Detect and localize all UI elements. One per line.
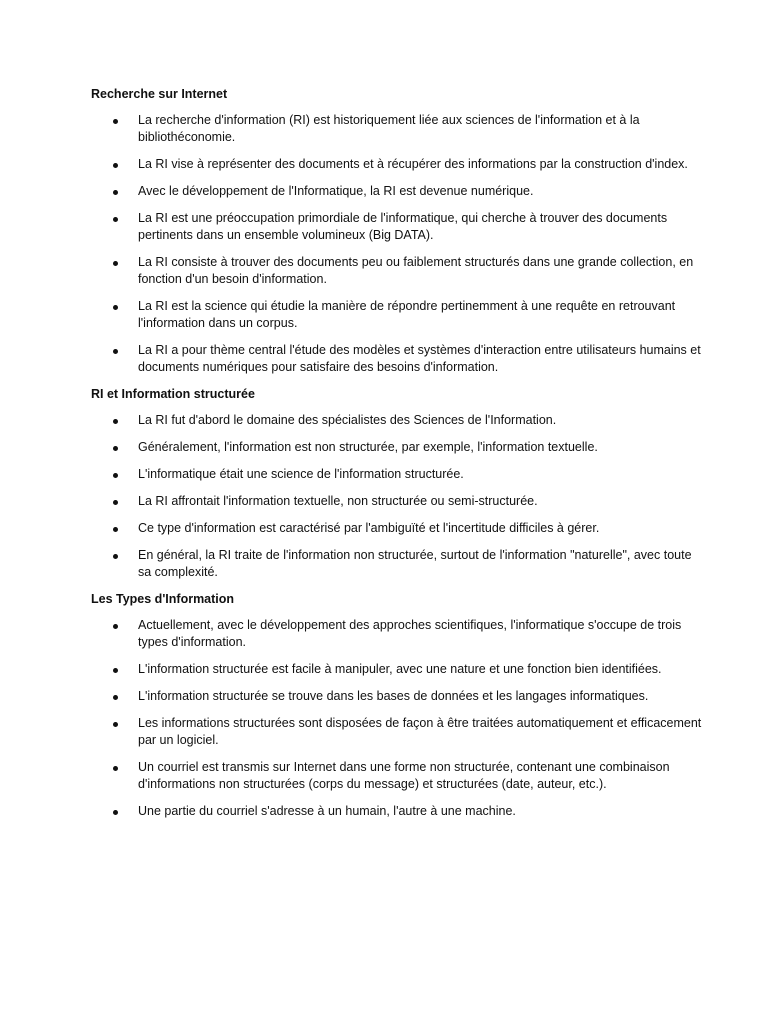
list-item <box>91 254 708 288</box>
list-item-text: Ce type d'information est caractérisé par l'ambiguïté et l'incertitude difficiles à gérer. <box>138 521 600 535</box>
list-item <box>91 803 708 820</box>
list-item <box>91 210 708 244</box>
list-item <box>91 715 708 749</box>
list-item <box>91 688 708 705</box>
list-item-text: Un courriel est transmis sur Internet dans une forme non structurée, contenant une combinaison d'informations non structurées (corps du message) et structurées (date, auteur, etc.). <box>138 760 670 791</box>
bullet-icon <box>113 766 118 771</box>
list-item-text: Actuellement, avec le développement des approches scientifiques, l'informatique s'occupe de trois types d'information. <box>138 618 682 649</box>
list-item-text: La RI fut d'abord le domaine des spécialistes des Sciences de l'Information. <box>138 413 557 427</box>
bullet-list <box>91 412 708 581</box>
list-item-text: L'informatique était une science de l'information structurée. <box>138 467 464 481</box>
list-item-text: La RI est une préoccupation primordiale de l'informatique, qui cherche à trouver des documents pertinents dans un ensemble volumineux (Big DATA). <box>138 211 668 242</box>
list-item <box>91 493 708 510</box>
section-heading: Les Types d'Information <box>91 592 235 606</box>
bullet-icon <box>113 190 118 195</box>
bullet-icon <box>113 261 118 266</box>
list-item-text: La RI vise à représenter des documents et à récupérer des informations par la construction d'index. <box>138 157 688 171</box>
list-item <box>91 466 708 483</box>
bullet-icon <box>113 695 118 700</box>
bullet-icon <box>113 500 118 505</box>
list-item-text: La RI consiste à trouver des documents peu ou faiblement structurés dans une grande collection, en fonction d'un besoin d'information. <box>138 255 694 286</box>
list-item <box>91 342 708 376</box>
list-item <box>91 183 708 200</box>
bullet-icon <box>113 163 118 168</box>
list-item-text: Les informations structurées sont disposées de façon à être traitées automatiquement et efficacement par un logiciel. <box>138 716 702 747</box>
list-item-text: L'information structurée est facile à manipuler, avec une nature et une fonction bien identifiées. <box>138 662 662 676</box>
bullet-icon <box>113 668 118 673</box>
list-item-text: L'information structurée se trouve dans les bases de données et les langages informatiques. <box>138 689 649 703</box>
list-item <box>91 520 708 537</box>
bullet-icon <box>113 419 118 424</box>
list-item <box>91 298 708 332</box>
list-item <box>91 547 708 581</box>
list-item <box>91 112 708 146</box>
list-item <box>91 156 708 173</box>
list-item-text: La RI est la science qui étudie la manière de répondre pertinemment à une requête en retrouvant l'information dans un corpus. <box>138 299 676 330</box>
bullet-icon <box>113 722 118 727</box>
list-item-text: La RI affrontait l'information textuelle, non structurée ou semi-structurée. <box>138 494 538 508</box>
bullet-list <box>91 617 708 820</box>
bullet-icon <box>113 554 118 559</box>
list-item <box>91 759 708 793</box>
section-heading: RI et Information structurée <box>91 387 255 401</box>
bullet-icon <box>113 446 118 451</box>
list-item-text: Avec le développement de l'Informatique, la RI est devenue numérique. <box>138 184 534 198</box>
list-item <box>91 439 708 456</box>
section-heading: Recherche sur Internet <box>91 87 228 101</box>
bullet-icon <box>113 624 118 629</box>
bullet-list <box>91 112 708 376</box>
list-item-text: La recherche d'information (RI) est historiquement liée aux sciences de l'information et à la bibliothéconomie. <box>138 113 640 144</box>
bullet-icon <box>113 217 118 222</box>
list-item <box>91 617 708 651</box>
list-item-text: Une partie du courriel s'adresse à un humain, l'autre à une machine. <box>138 804 516 818</box>
bullet-icon <box>113 527 118 532</box>
list-item-text: En général, la RI traite de l'information non structurée, surtout de l'information "naturelle", avec toute sa complexité. <box>138 548 692 579</box>
bullet-icon <box>113 349 118 354</box>
bullet-icon <box>113 473 118 478</box>
bullet-icon <box>113 119 118 124</box>
list-item-text: La RI a pour thème central l'étude des modèles et systèmes d'interaction entre utilisateurs humains et documents numériques pour satisfaire des besoins d'information. <box>138 343 701 374</box>
bullet-icon <box>113 305 118 310</box>
list-item <box>91 412 708 429</box>
list-item <box>91 661 708 678</box>
bullet-icon <box>113 810 118 815</box>
list-item-text: Généralement, l'information est non structurée, par exemple, l'information textuelle. <box>138 440 598 454</box>
